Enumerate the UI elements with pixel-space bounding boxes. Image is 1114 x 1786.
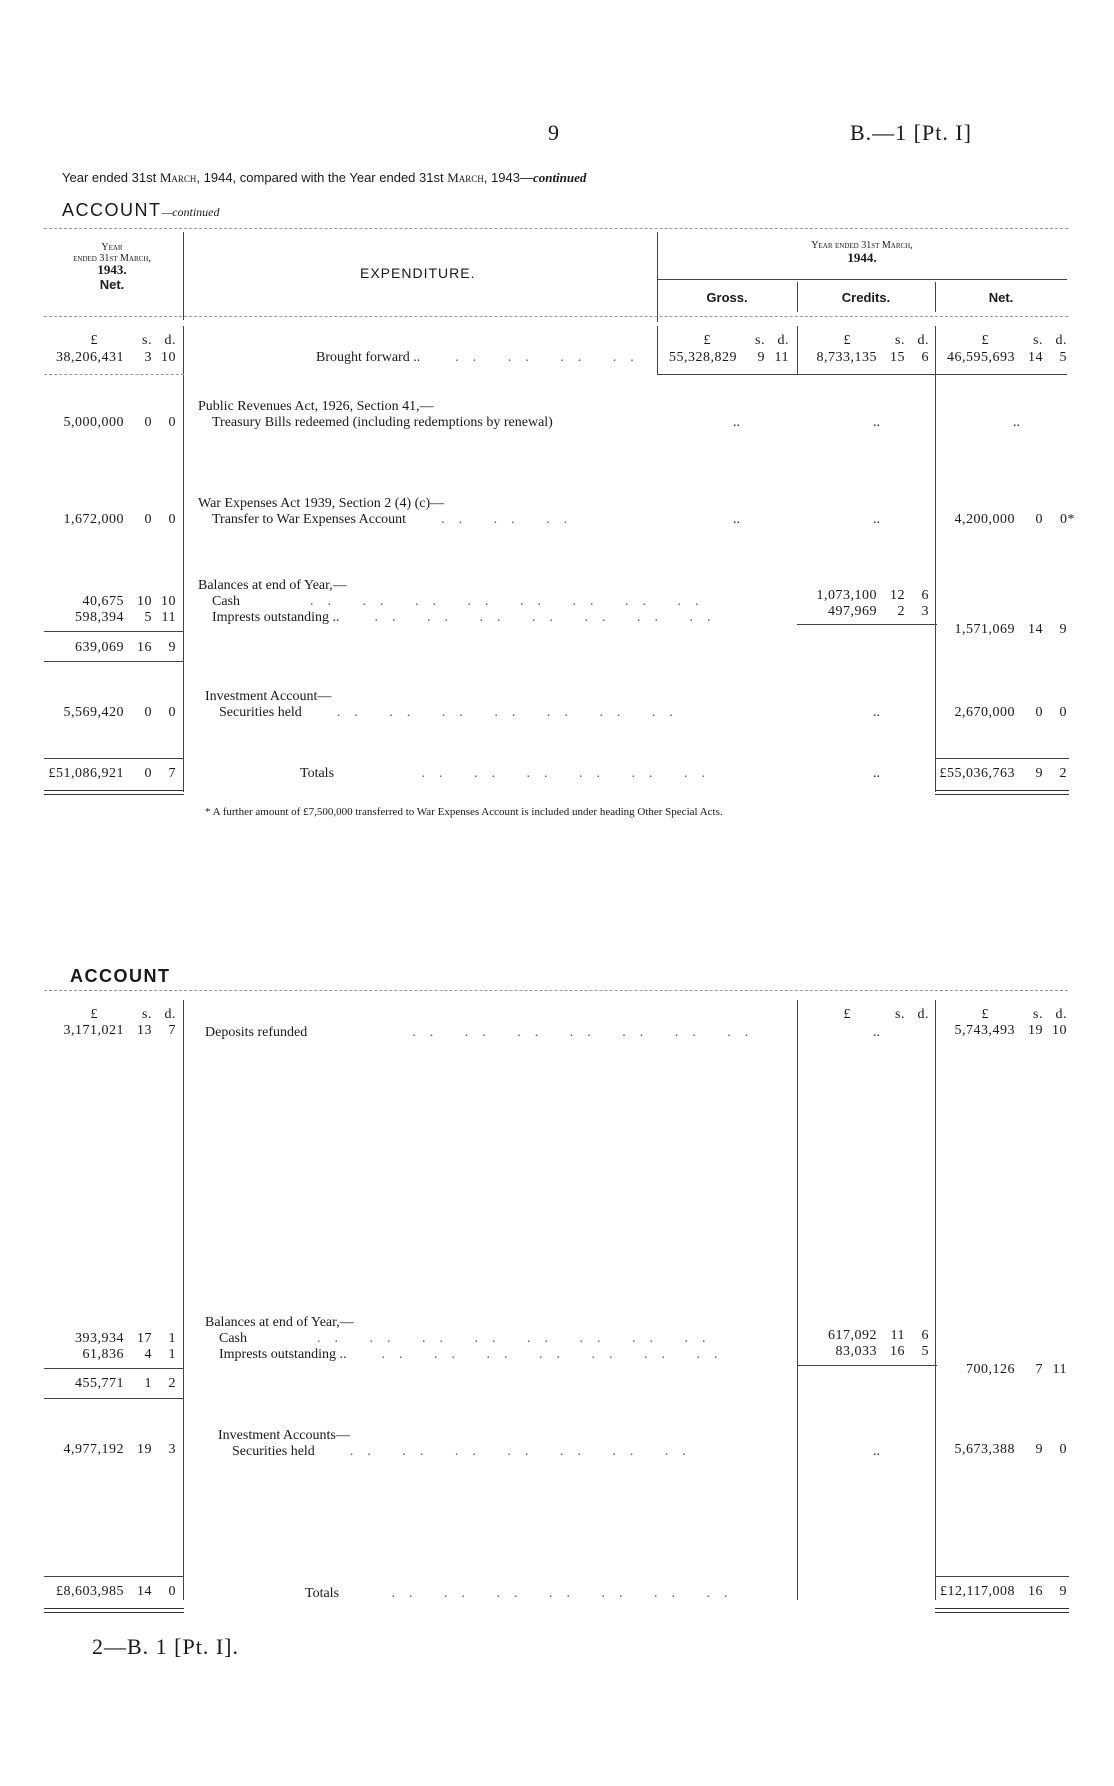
amount-shillings: 14: [1028, 350, 1043, 365]
amount-pounds: 617,092: [828, 1328, 877, 1343]
investment-label-2: Investment Accounts— Securities held .. .. .. .. .. .. ..: [218, 1428, 700, 1459]
prev-units: [44, 333, 176, 349]
public-revenues-label: [198, 399, 553, 431]
inv-credits: ..: [873, 705, 880, 720]
amount-pounds: 1,672,000: [63, 512, 124, 527]
footnote: * A further amount of £7,500,000 transferred to War Expenses Account is included under heading Other Special Acts.: [205, 806, 723, 818]
amount-pounds: £8,603,985: [56, 1584, 124, 1599]
credits-imprests-2: [797, 1344, 929, 1360]
balances-label: Balances at end of Year,— Cash .. .. .. .. .. .. .. .. Imprests outstanding .. .. .. .. .. .. .. ..: [198, 578, 725, 625]
amount-pounds: 40,675: [82, 594, 124, 609]
table-row: [44, 350, 176, 366]
amount-shillings: 14: [137, 1584, 152, 1599]
amount-shillings: 17: [137, 1331, 152, 1346]
amount-pence: 1: [168, 1347, 176, 1362]
unit-pound: £: [981, 333, 989, 348]
amount-pence: 0*: [1060, 512, 1075, 527]
subtitle-month: March: [159, 170, 197, 185]
amount-shillings: 5: [144, 610, 152, 625]
amount-pence: 7: [168, 1023, 176, 1038]
brought-credits: [797, 350, 929, 366]
dep-credits: ..: [873, 1025, 880, 1040]
amount-shillings: 19: [137, 1442, 152, 1457]
balances-net: [935, 622, 1067, 638]
amount-pence: 10: [161, 594, 176, 609]
amount-pence: 2: [1059, 766, 1067, 781]
amount-pence: 0: [1059, 1442, 1067, 1457]
amount-shillings: 10: [137, 594, 152, 609]
prev-balances-total: [44, 640, 176, 656]
investment-line2: Securities held: [232, 1444, 315, 1459]
amount-shillings: 15: [890, 350, 905, 365]
unit-pound: £: [843, 1007, 851, 1022]
subtitle-continued: continued: [532, 170, 587, 185]
unit-pence: d.: [1055, 1007, 1067, 1022]
unit-shilling: s.: [142, 1007, 152, 1022]
footer-reference: 2—B. 1 [Pt. I].: [92, 1634, 239, 1659]
amount-pounds: 8,733,135: [816, 350, 877, 365]
credits-header: Credits.: [841, 290, 891, 305]
amount-pounds: 2,670,000: [954, 705, 1015, 720]
totals-label: Totals .. .. .. .. .. ..: [300, 766, 720, 781]
amount-pence: 9: [168, 640, 176, 655]
totals-label-2: Totals .. .. .. .. .. .. ..: [305, 1586, 742, 1601]
credits-units-2: [797, 1007, 929, 1023]
amount-shillings: 0: [1035, 512, 1043, 527]
wea-credits: ..: [873, 512, 880, 527]
pra-net: ..: [1013, 415, 1020, 430]
expenditure-header: EXPENDITURE.: [360, 265, 476, 281]
amount-shillings: 0: [144, 512, 152, 527]
balances-net-2: [935, 1362, 1067, 1378]
prev-year-header-line2: ended 31st March,: [73, 253, 151, 264]
credits-imprests: [797, 604, 929, 620]
amount-pounds: £55,036,763: [939, 766, 1015, 781]
amount-pounds: £12,117,008: [940, 1584, 1015, 1599]
document-reference: B.—1 [Pt. I]: [850, 120, 972, 145]
unit-pound: £: [843, 333, 851, 348]
brought-forward-label: Brought forward .. .. .. .. ..: [316, 350, 648, 365]
table-row: [44, 512, 176, 528]
table-row: [44, 1023, 176, 1039]
net-units-2: [935, 1007, 1067, 1023]
amount-pence: 7: [168, 766, 176, 781]
amount-pounds: 4,200,000: [954, 512, 1015, 527]
imprests-label: Imprests outstanding ..: [219, 1347, 347, 1362]
amount-pounds: 598,394: [75, 610, 124, 625]
section1-title: [62, 200, 220, 221]
wea-net: [935, 512, 1075, 528]
unit-pence: d.: [1055, 333, 1067, 348]
net-header: Net.: [988, 290, 1014, 305]
current-year-header: [657, 240, 1067, 264]
amount-pence: 9: [1059, 1584, 1067, 1599]
current-year-header-line1: Year ended 31st March,: [811, 240, 913, 251]
amount-pounds: 497,969: [828, 604, 877, 619]
investment-net: [935, 705, 1067, 721]
subtitle-prefix: Year ended 31st: [62, 170, 160, 185]
amount-pence: 0: [168, 415, 176, 430]
prev-units-2: [44, 1007, 176, 1023]
investment-line1: Investment Account—: [205, 689, 332, 704]
wea-gross: ..: [733, 512, 740, 527]
deposits-net: [935, 1023, 1067, 1039]
amount-shillings: 16: [137, 640, 152, 655]
unit-pence: d.: [777, 333, 789, 348]
deposits-refunded-text: Deposits refunded: [205, 1025, 308, 1040]
prev-year-header-year: 1943.: [97, 262, 127, 277]
current-year-header-year: 1944.: [847, 250, 877, 265]
deposits-refunded-label: Deposits refunded .. .. .. .. .. .. ..: [205, 1025, 763, 1040]
amount-pence: 6: [921, 1328, 929, 1343]
amount-shillings: 14: [1028, 622, 1043, 637]
amount-pence: 2: [168, 1376, 176, 1391]
investment-line2: Securities held: [219, 705, 302, 720]
amount-pence: 11: [1052, 1362, 1067, 1377]
unit-pound: £: [90, 1007, 98, 1022]
subtitle-month-2: March: [447, 170, 484, 185]
amount-pounds: 639,069: [75, 640, 124, 655]
brought-forward-text: Brought forward ..: [316, 350, 421, 365]
section1-title-continued: —continued: [161, 205, 220, 219]
page-number: 9: [548, 120, 559, 145]
amount-pence: 6: [921, 588, 929, 603]
totals-text: Totals: [300, 766, 335, 781]
net-totals-2: [935, 1584, 1067, 1600]
prev-imprests: [44, 610, 176, 626]
section1-title-text: ACCOUNT: [62, 200, 162, 220]
investment-line1: Investment Accounts—: [218, 1428, 350, 1443]
prev-totals-2: [44, 1584, 176, 1600]
amount-pence: 0: [168, 512, 176, 527]
unit-pence: d.: [917, 1007, 929, 1022]
net-totals: [935, 766, 1067, 782]
amount-pence: 6: [921, 350, 929, 365]
cash-label: Cash: [219, 1331, 247, 1346]
credits-units: [797, 333, 929, 349]
public-revenues-line1: Public Revenues Act, 1926, Section 41,—: [198, 399, 434, 414]
amount-pence: 0: [168, 1584, 176, 1599]
gross-header: Gross.: [706, 290, 748, 305]
amount-shillings: 0: [1035, 705, 1043, 720]
prev-balances-total-2: [44, 1376, 176, 1392]
amount-pounds: 61,836: [82, 1347, 124, 1362]
amount-pounds: 4,977,192: [63, 1442, 124, 1457]
table-row: [44, 415, 176, 431]
imprests-label: Imprests outstanding ..: [212, 610, 340, 625]
unit-shilling: s.: [895, 1007, 905, 1022]
amount-shillings: 13: [137, 1023, 152, 1038]
prev-totals: [44, 766, 176, 782]
unit-pound: £: [90, 333, 98, 348]
amount-pounds: 700,126: [966, 1362, 1015, 1377]
amount-pounds: 1,073,100: [816, 588, 877, 603]
war-expenses-line2: Transfer to War Expenses Account: [212, 512, 407, 527]
amount-shillings: 0: [144, 415, 152, 430]
amount-pence: 9: [1059, 622, 1067, 637]
brought-gross: [657, 350, 789, 366]
war-expenses-line1: War Expenses Act 1939, Section 2 (4) (c)—: [198, 496, 445, 511]
unit-shilling: s.: [142, 333, 152, 348]
amount-pounds: £51,086,921: [48, 766, 124, 781]
gross-units: [657, 333, 789, 349]
amount-pence: 11: [774, 350, 789, 365]
subtitle-end: , 1943—: [483, 170, 533, 185]
amount-pence: 5: [1059, 350, 1067, 365]
amount-shillings: 19: [1028, 1023, 1043, 1038]
public-revenues-line2: Treasury Bills redeemed (including redemptions by renewal): [212, 415, 553, 430]
cash-label: Cash: [212, 594, 240, 609]
subtitle-middle: , 1944, compared with the Year ended 31st: [196, 170, 448, 185]
prev-year-header-line1: Year: [101, 242, 123, 253]
totals-text: Totals: [305, 1586, 340, 1601]
credits-cash-2: [797, 1328, 929, 1344]
amount-shillings: 11: [890, 1328, 905, 1343]
amount-shillings: 4: [144, 1347, 152, 1362]
amount-pounds: 55,328,829: [669, 350, 737, 365]
investment-label: Investment Account— Securities held .. .. .. .. .. .. ..: [205, 689, 687, 720]
section2-title: ACCOUNT: [70, 966, 171, 986]
amount-shillings: 9: [757, 350, 765, 365]
credits-cash: [797, 588, 929, 604]
prev-cash: [44, 594, 176, 610]
amount-pounds: 393,934: [75, 1331, 124, 1346]
amount-pounds: 1,571,069: [954, 622, 1015, 637]
unit-shilling: s.: [1033, 1007, 1043, 1022]
amount-pence: 10: [161, 350, 176, 365]
totals-credits: ..: [873, 766, 880, 781]
pra-gross: ..: [733, 415, 740, 430]
amount-pounds: 5,673,388: [954, 1442, 1015, 1457]
table-row: [44, 705, 176, 721]
unit-pence: d.: [164, 333, 176, 348]
net-units: [935, 333, 1067, 349]
amount-shillings: 1: [144, 1376, 152, 1391]
amount-pounds: 38,206,431: [56, 350, 124, 365]
amount-shillings: 9: [1035, 1442, 1043, 1457]
amount-pounds: 46,595,693: [947, 350, 1015, 365]
amount-shillings: 0: [144, 705, 152, 720]
amount-pence: 10: [1052, 1023, 1067, 1038]
unit-shilling: s.: [755, 333, 765, 348]
amount-shillings: 12: [890, 588, 905, 603]
prev-imprests-2: [44, 1347, 176, 1363]
investment-net-2: [935, 1442, 1067, 1458]
amount-shillings: 0: [144, 766, 152, 781]
amount-shillings: 9: [1035, 766, 1043, 781]
amount-pounds: 455,771: [75, 1376, 124, 1391]
amount-pence: 5: [921, 1344, 929, 1359]
amount-pounds: 3,171,021: [63, 1023, 124, 1038]
amount-pounds: 5,569,420: [63, 705, 124, 720]
balances-line1: Balances at end of Year,—: [198, 578, 347, 593]
prev-year-header: [44, 242, 180, 290]
amount-shillings: 3: [144, 350, 152, 365]
brought-net: [935, 350, 1067, 366]
amount-shillings: 16: [890, 1344, 905, 1359]
prev-year-header-net: Net.: [99, 277, 125, 292]
amount-shillings: 7: [1035, 1362, 1043, 1377]
balances-line1: Balances at end of Year,—: [205, 1315, 354, 1330]
inv-credits-2: ..: [873, 1444, 880, 1459]
unit-pence: d.: [917, 333, 929, 348]
unit-pence: d.: [164, 1007, 176, 1022]
amount-pence: 3: [921, 604, 929, 619]
amount-pence: 3: [168, 1442, 176, 1457]
unit-pound: £: [981, 1007, 989, 1022]
amount-shillings: 16: [1028, 1584, 1043, 1599]
table-row: [44, 1442, 176, 1458]
amount-pence: 11: [161, 610, 176, 625]
amount-pounds: 83,033: [835, 1344, 877, 1359]
prev-cash-2: [44, 1331, 176, 1347]
amount-pence: 0: [168, 705, 176, 720]
pra-credits: ..: [873, 415, 880, 430]
amount-pence: 1: [168, 1331, 176, 1346]
unit-pound: £: [703, 333, 711, 348]
amount-pence: 0: [1059, 705, 1067, 720]
amount-shillings: 2: [897, 604, 905, 619]
unit-shilling: s.: [1033, 333, 1043, 348]
amount-pounds: 5,743,493: [954, 1023, 1015, 1038]
balances-label-2: Balances at end of Year,— Cash .. .. .. .. .. .. .. .. Imprests outstanding .. .. .. .. .. .. .. ..: [205, 1315, 732, 1362]
amount-pounds: 5,000,000: [63, 415, 124, 430]
page-subtitle: [62, 170, 586, 186]
unit-shilling: s.: [895, 333, 905, 348]
war-expenses-label: War Expenses Act 1939, Section 2 (4) (c)— Transfer to War Expenses Account .. .. ..: [198, 496, 582, 527]
